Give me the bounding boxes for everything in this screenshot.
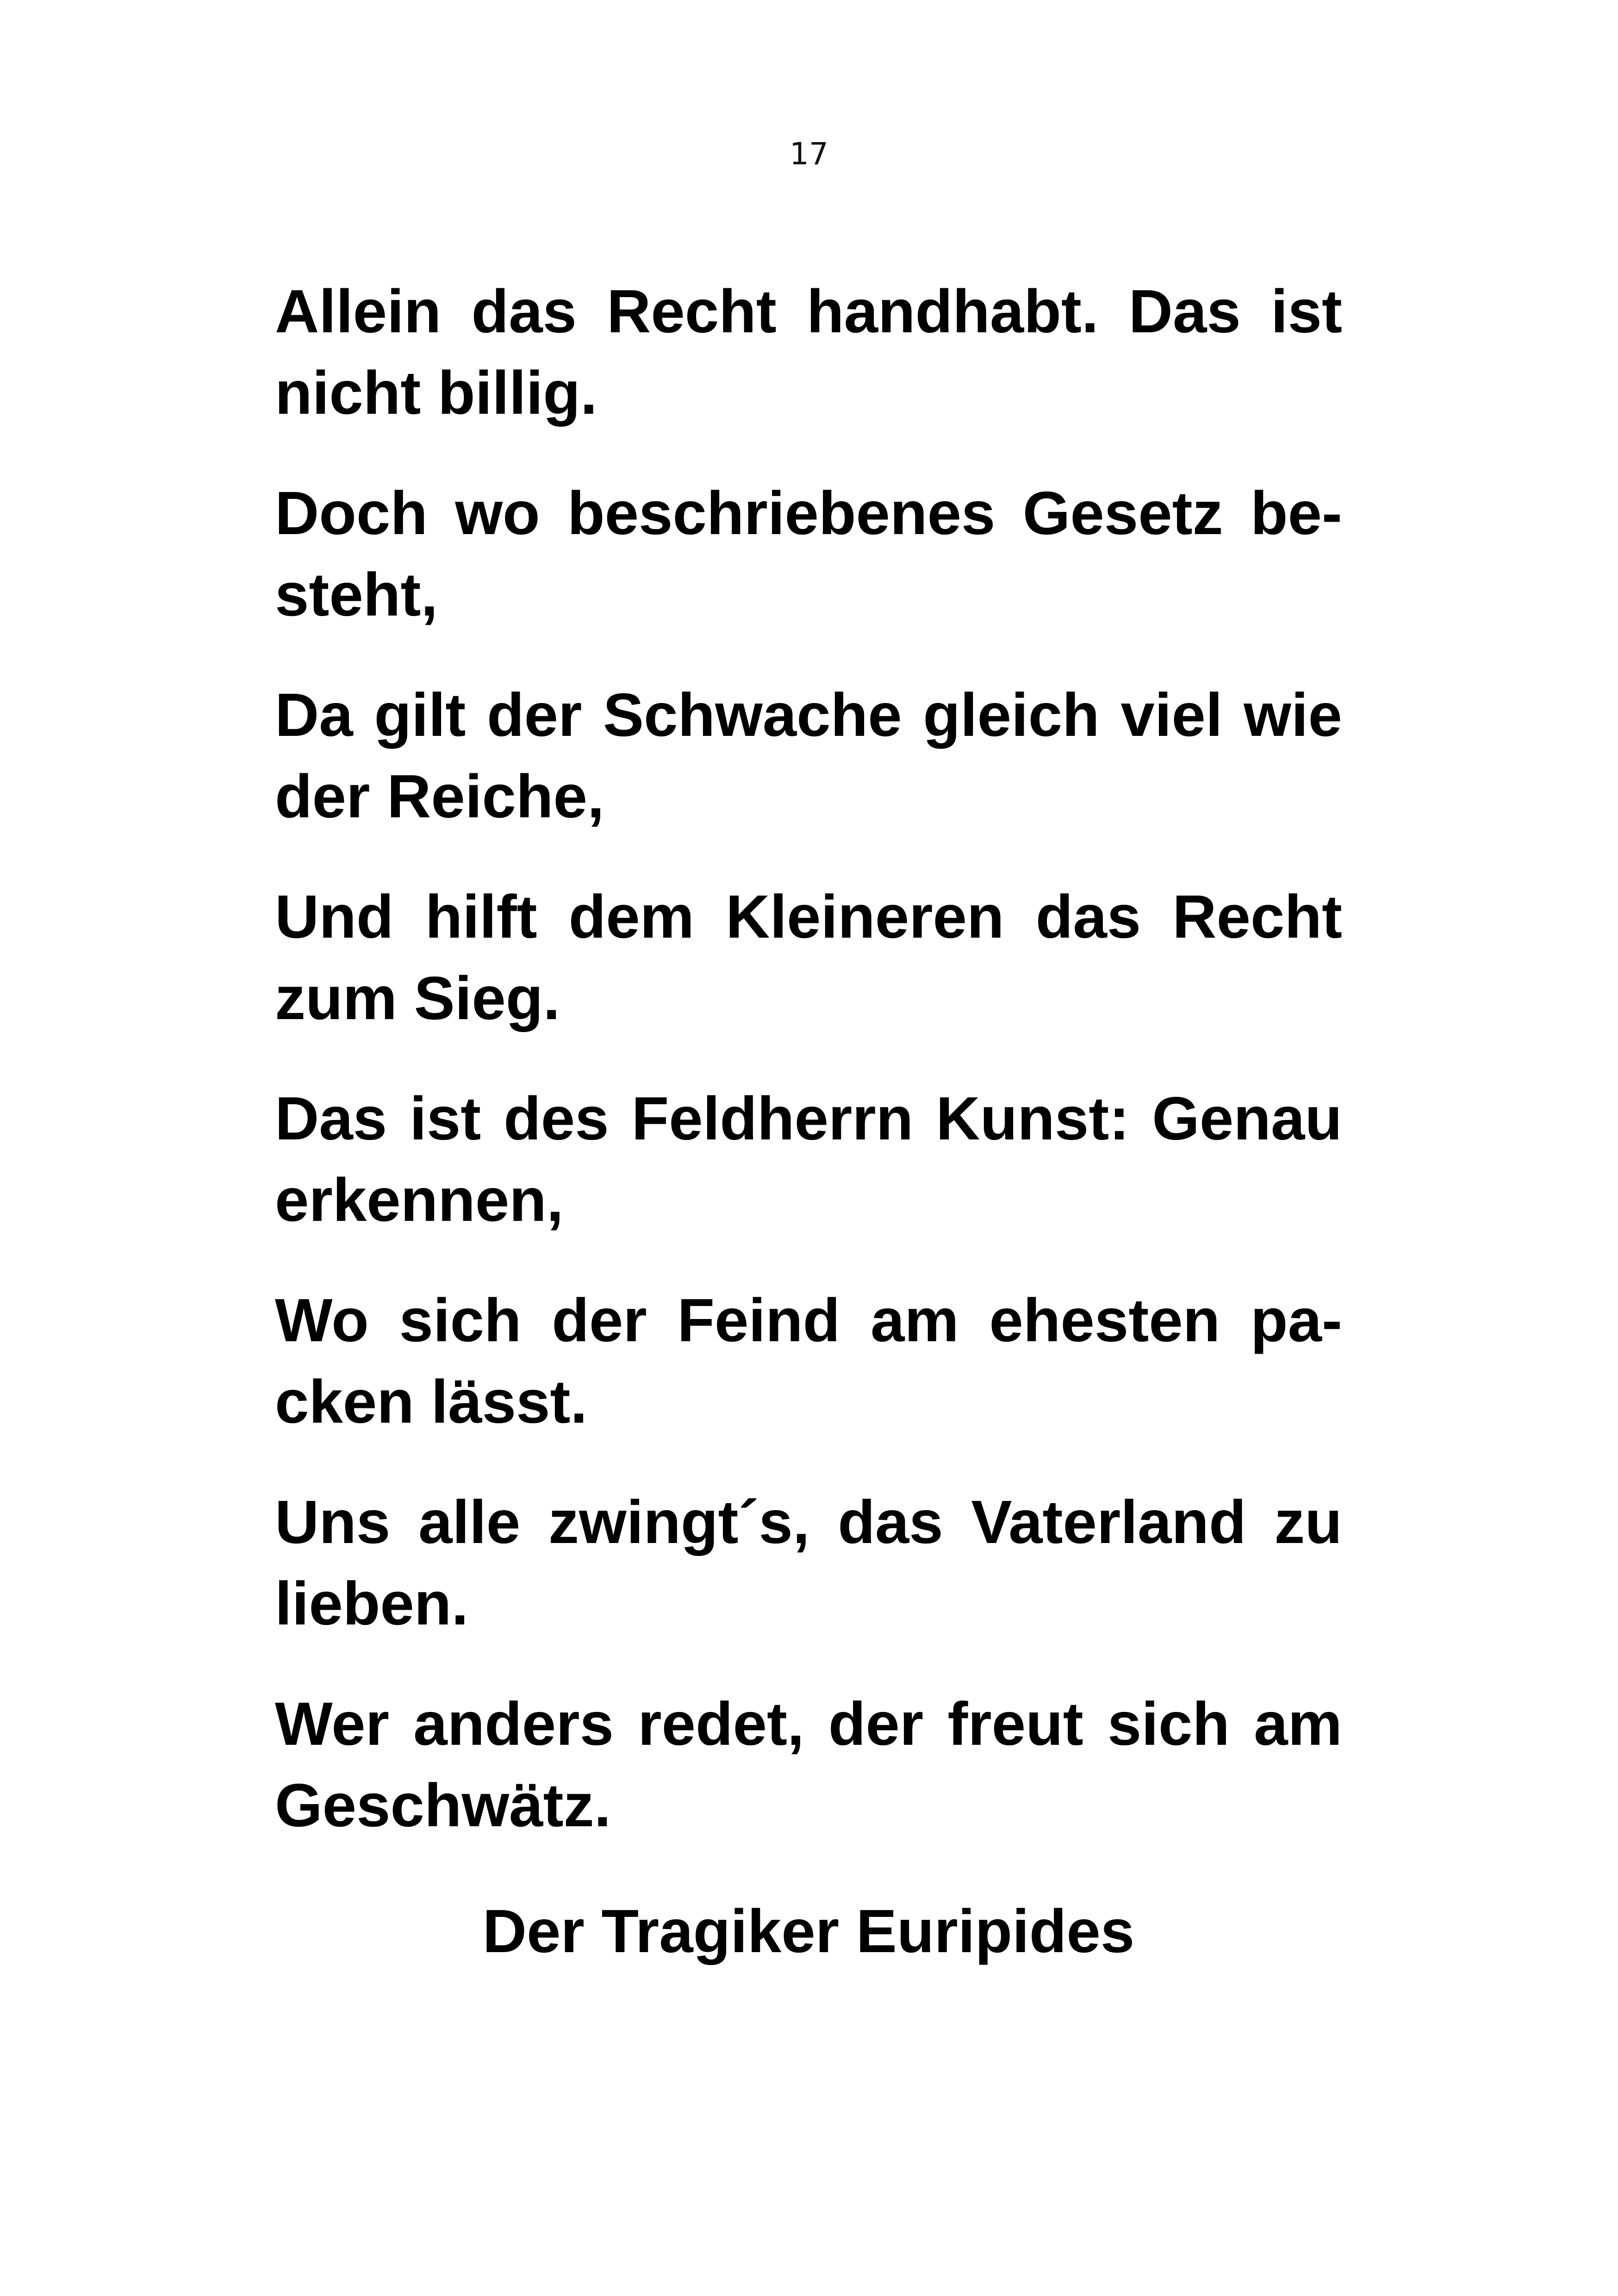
page-number: 17: [790, 136, 828, 172]
verse-paragraph: Wo sich der Feind am ehesten pa-cken lässt.: [275, 1286, 1342, 1436]
verse-paragraph: Uns alle zwingt´s, das Vaterland zu lieben.: [275, 1488, 1342, 1637]
verse-paragraph: Und hilft dem Kleineren das Recht zum Sieg.: [275, 883, 1342, 1032]
author-attribution: Der Tragiker Euripides: [482, 1897, 1135, 1965]
poem-body: [275, 271, 1342, 1885]
verse-paragraph: Das ist des Feldherrn Kunst: Genau erkennen,: [275, 1084, 1342, 1234]
verse-paragraph: Doch wo beschriebenes Gesetz be-steht,: [275, 479, 1342, 628]
verse-paragraph: Allein das Recht handhabt. Das ist nicht billig.: [275, 277, 1342, 427]
verse-paragraph: Da gilt der Schwache gleich viel wie der Reiche,: [275, 681, 1342, 830]
verse-paragraph: Wer anders redet, der freut sich am Geschwätz.: [275, 1690, 1342, 1839]
